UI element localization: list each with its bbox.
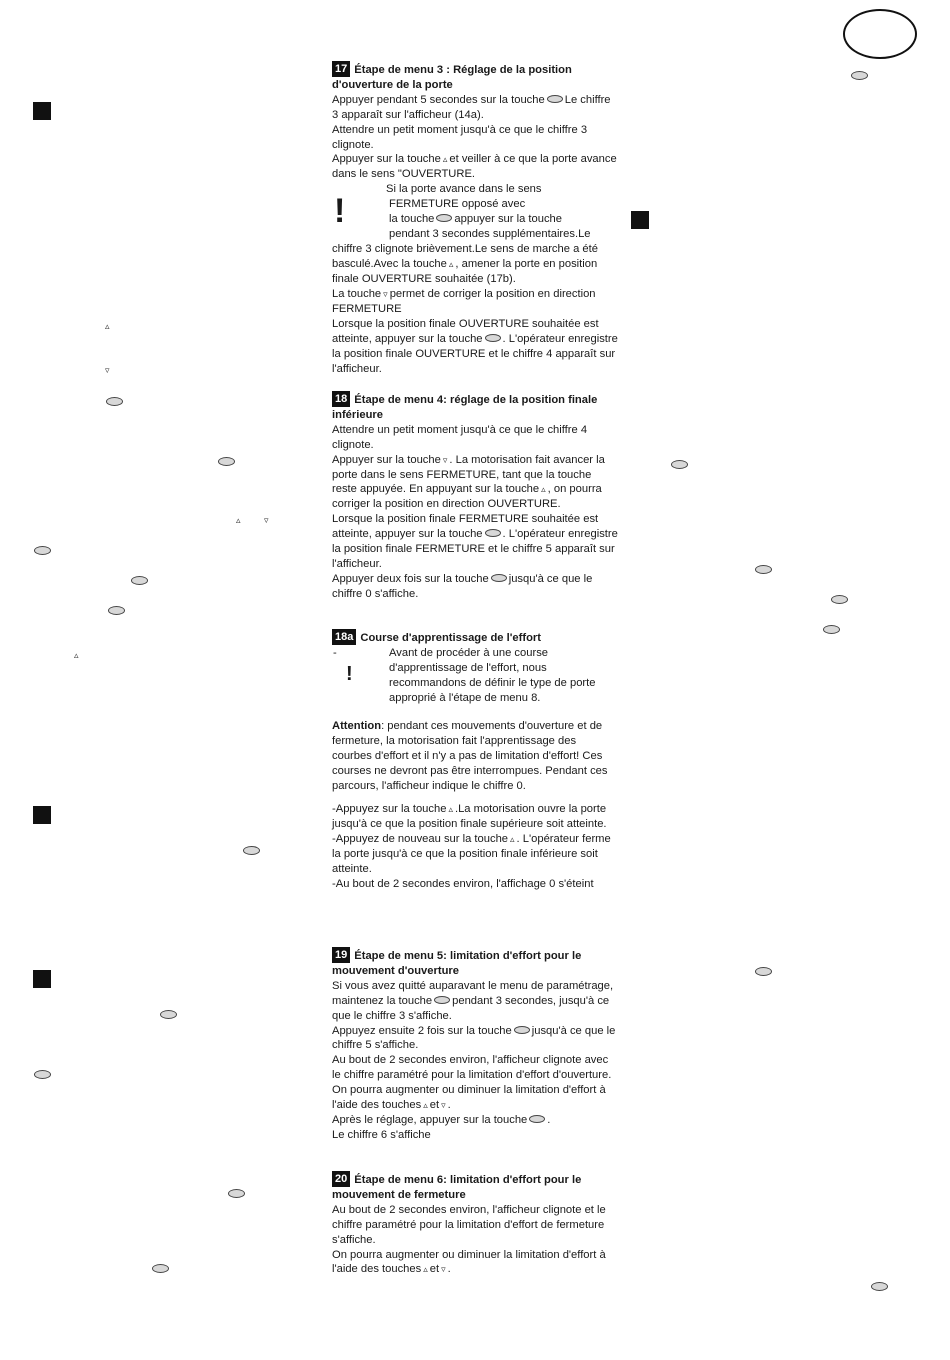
- warning-icon: !: [346, 662, 353, 685]
- enter-key-icon: [243, 846, 260, 855]
- up-key-icon: ▵: [105, 321, 110, 331]
- enter-key-icon: [485, 529, 501, 537]
- warning-box: ! Si la porte avance dans le sens FERMETURE opposé avec la touche appuyer sur la touche pendant 3 secondes supplémentaires.Le: [334, 183, 591, 241]
- section-marker-square: [33, 806, 51, 824]
- step-19-section: [332, 947, 618, 1143]
- up-key-icon: ▵: [442, 154, 448, 165]
- step-18-heading: 18 Étape de menu 4: réglage de la position finale inférieure: [332, 393, 598, 421]
- paragraph: chiffre 3 clignote brièvement.Le sens de marche a été basculé.Avec la touche ▵ , amener la porte en position finale OUVERTURE souhaitée (17b).: [332, 243, 598, 286]
- warning-box: - ! Avant de procéder à une course d'apprentissage de l'effort, nous recommandons de définir le type de porte approprié à l'étape de menu 8.: [333, 646, 596, 704]
- paragraph: Appuyez ensuite 2 fois sur la touche jusqu'à ce que le chiffre 5 s'affiche.: [332, 1024, 616, 1052]
- up-key-icon: ▵: [236, 515, 241, 525]
- enter-key-icon: [547, 95, 563, 103]
- paragraph: On pourra augmenter ou diminuer la limitation d'effort à l'aide des touches ▵ et ▿ .: [332, 1248, 606, 1276]
- enter-key-icon: [131, 576, 148, 585]
- enter-key-icon: [160, 1010, 177, 1019]
- up-key-icon: ▵: [541, 484, 546, 495]
- enter-key-icon: [514, 1026, 530, 1034]
- step-number-badge: 18a: [332, 629, 356, 645]
- section-marker-square: [33, 970, 51, 988]
- paragraph: -Appuyez de nouveau sur la touche ▵ . L'opérateur ferme la porte jusqu'à ce que la position finale inférieure soit atteinte.: [332, 833, 611, 876]
- step-18a-section: [332, 629, 618, 892]
- up-key-icon: ▵: [423, 1100, 428, 1111]
- enter-key-icon: [106, 397, 123, 406]
- enter-key-icon: [34, 1070, 51, 1079]
- enter-key-icon: [436, 214, 452, 222]
- paragraph: -Au bout de 2 secondes environ, l'affichage 0 s'éteint: [332, 877, 594, 890]
- step-20-section: [332, 1171, 618, 1277]
- step-17-heading: 17 Étape de menu 3 : Réglage de la position d'ouverture de la porte: [332, 63, 572, 91]
- paragraph: Après le réglage, appuyer sur la touche .: [332, 1113, 551, 1126]
- enter-key-icon: [34, 546, 51, 555]
- paragraph: -Appuyez sur la touche ▵ .La motorisation ouvre la porte jusqu'à ce que la position finale supérieure soit atteinte.: [332, 803, 607, 831]
- section-marker-square: [631, 211, 649, 229]
- down-key-icon: ▿: [105, 365, 110, 375]
- paragraph: Le chiffre 6 s'affiche: [332, 1128, 431, 1141]
- up-key-icon: ▵: [448, 259, 454, 270]
- enter-key-icon: [152, 1264, 169, 1273]
- paragraph: La touche ▿ permet de corriger la position en direction FERMETURE: [332, 287, 596, 315]
- step-number-badge: 18: [332, 391, 350, 407]
- paragraph: On pourra augmenter ou diminuer la limitation d'effort à l'aide des touches ▵ et ▿ .: [332, 1084, 606, 1112]
- step-number-badge: 20: [332, 1171, 350, 1187]
- down-key-icon: ▿: [441, 1264, 446, 1275]
- paragraph: Lorsque la position finale FERMETURE souhaitée est atteinte, appuyer sur la touche . L'opérateur enregistre la position finale FERMETURE et le chiffre 5 apparaît sur l'afficheur.: [332, 513, 618, 570]
- paragraph: Attendre un petit moment jusqu'à ce que le chiffre 3 clignote.: [332, 123, 588, 151]
- paragraph: Au bout de 2 secondes environ, l'afficheur clignote et le chiffre paramétré pour la limitation d'effort de fermeture s'affiche.: [332, 1203, 606, 1246]
- up-key-icon: ▵: [448, 804, 453, 815]
- enter-key-icon: [228, 1189, 245, 1198]
- enter-key-icon: [529, 1115, 545, 1123]
- enter-key-icon: [823, 625, 840, 634]
- step-17-section: [332, 61, 618, 376]
- paragraph: Appuyer sur la touche ▿ . La motorisation fait avancer la porte dans le sens FERMETURE, tant que la touche reste appuyée. En appuyant sur la touche ▵ , on pourra corriger la position en direction OUVERTURE.: [332, 453, 605, 511]
- down-key-icon: ▿: [442, 454, 448, 465]
- enter-key-icon: [218, 457, 235, 466]
- enter-key-icon: [871, 1282, 888, 1291]
- section-marker-square: [33, 102, 51, 120]
- paragraph: Attention: pendant ces mouvements d'ouverture et de fermeture, la motorisation fait l'apprentissage des courbes d'effort et il n'y a pas de limitation d'effort! Ces courses ne devront pas être interrompues. Pendant ces parcours, l'afficheur indique le chiffre 0.: [332, 719, 608, 792]
- up-key-icon: ▵: [74, 650, 79, 660]
- enter-key-icon: [491, 574, 507, 582]
- warning-icon: !: [334, 192, 346, 231]
- language-badge-oval: [843, 9, 917, 59]
- paragraph: Appuyer pendant 5 secondes sur la touche Le chiffre 3 apparaît sur l'afficheur (14a).: [332, 93, 611, 121]
- step-19-heading: 19 Étape de menu 5: limitation d'effort pour le mouvement d'ouverture: [332, 949, 582, 977]
- paragraph: Au bout de 2 secondes environ, l'afficheur clignote avec le chiffre paramétré pour la limitation d'effort d'ouverture.: [332, 1054, 612, 1082]
- down-key-icon: ▿: [383, 288, 388, 299]
- step-18a-heading: 18a Course d'apprentissage de l'effort: [332, 629, 618, 646]
- enter-key-icon: [831, 595, 848, 604]
- down-key-icon: ▿: [264, 515, 269, 525]
- up-key-icon: ▵: [423, 1264, 428, 1275]
- paragraph: Appuyer sur la touche ▵ et veiller à ce que la porte avance dans le sens "OUVERTURE.: [332, 153, 617, 181]
- paragraph: Appuyer deux fois sur la touche jusqu'à ce que le chiffre 0 s'affiche.: [332, 572, 593, 600]
- enter-key-icon: [755, 967, 772, 976]
- enter-key-icon: [434, 996, 450, 1004]
- paragraph: Si vous avez quitté auparavant le menu de paramétrage, maintenez la touche pendant 3 secondes, jusqu'à ce que le chiffre 3 s'affiche.: [332, 979, 614, 1022]
- step-20-heading: 20 Étape de menu 6: limitation d'effort pour le mouvement de fermeture: [332, 1173, 582, 1201]
- down-key-icon: ▿: [441, 1100, 446, 1111]
- enter-key-icon: [851, 71, 868, 80]
- up-key-icon: ▵: [510, 834, 515, 845]
- step-number-badge: 17: [332, 61, 350, 77]
- step-18-section: [332, 391, 618, 602]
- paragraph: Attendre un petit moment jusqu'à ce que le chiffre 4 clignote.: [332, 423, 588, 451]
- paragraph: Lorsque la position finale OUVERTURE souhaitée est atteinte, appuyer sur la touche . L'opérateur enregistre la position finale OUVERTURE et le chiffre 4 apparaît sur l'afficheur.: [332, 317, 618, 375]
- step-number-badge: 19: [332, 947, 350, 963]
- enter-key-icon: [108, 606, 125, 615]
- enter-key-icon: [671, 460, 688, 469]
- enter-key-icon: [755, 565, 772, 574]
- enter-key-icon: [485, 334, 501, 342]
